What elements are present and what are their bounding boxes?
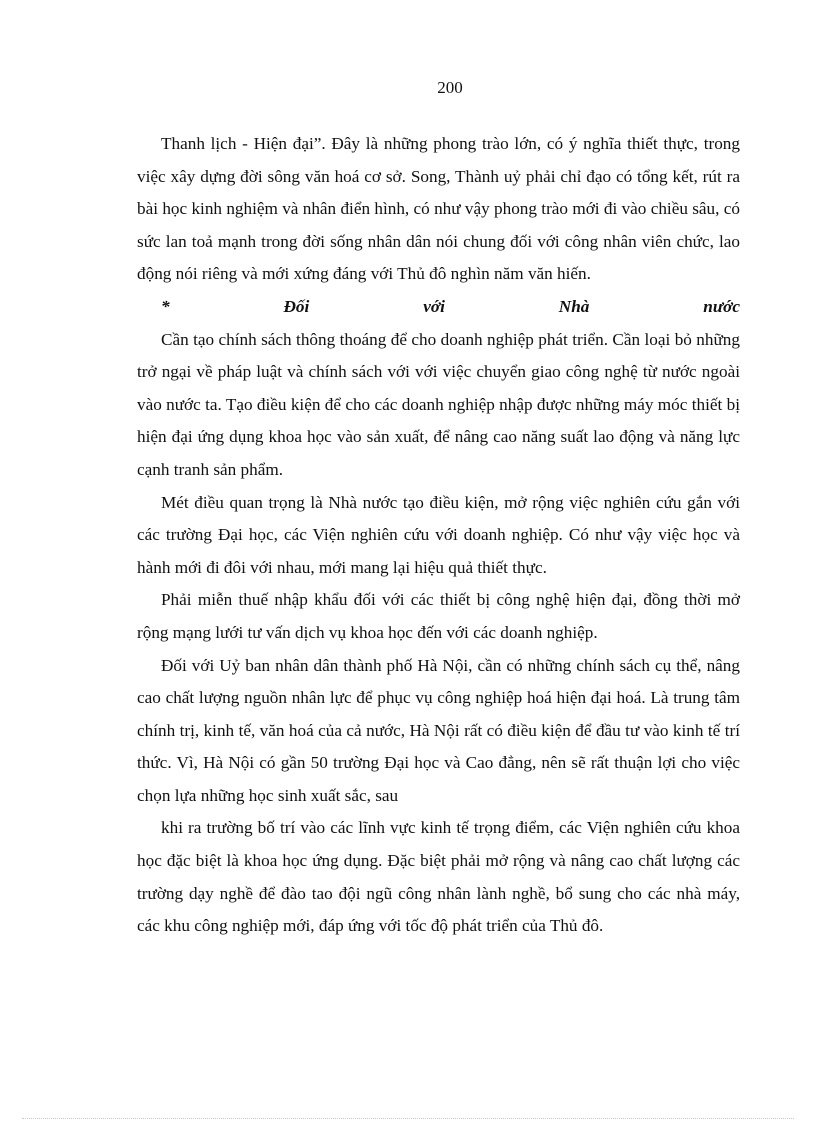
paragraph-2: Cần tạo chính sách thông thoáng để cho doanh nghiệp phát triển. Cần loại bỏ những trở ngại về pháp luật và chính sách với với việc chuyển giao công nghệ từ nước ngoài vào nước ta. Tạo điều kiện để cho các doanh nghiệp nhập được những máy móc thiết bị hiện đại ứng dụng khoa học vào sản xuất, để nâng cao năng suất lao động và năng lực cạnh tranh sản phẩm. bbox=[137, 329, 740, 479]
paragraph-5: Đối với Uỷ ban nhân dân thành phố Hà Nội, cần có những chính sách cụ thể, nâng cao chất lượng nguồn nhân lực để phục vụ công nghiệp hoá hiện đại hoá. Là trung tâm chính trị, kinh tế, văn hoá của cả nước, Hà Nội rất có điều kiện để đầu tư vào kinh tế trí thức. Vì, Hà Nội có gần 50 trường Đại học và Cao đẳng, nên sẽ rất thuận lợi cho việc chọn lựa những học sinh xuất sắc, sau bbox=[137, 655, 740, 805]
page-bottom-divider bbox=[22, 1118, 794, 1119]
heading-asterisk: * bbox=[161, 296, 170, 316]
section-heading bbox=[137, 291, 740, 324]
heading-word-2: với bbox=[423, 296, 445, 316]
paragraph-6: khi ra trường bố trí vào các lĩnh vực kinh tế trọng điểm, các Viện nghiên cứu khoa học đặc biệt là khoa học ứng dụng. Đặc biệt phải mở rộng và nâng cao chất lượng các trường dạy nghề để đào tao đội ngũ công nhân lành nghề, bổ sung cho các nhà máy, các khu công nghiệp mới, đáp ứng với tốc độ phát triển của Thủ đô. bbox=[137, 818, 740, 936]
heading-word-3: Nhà bbox=[558, 296, 590, 316]
paragraph-4: Phải miễn thuế nhập khẩu đối với các thiết bị công nghệ hiện đại, đồng thời mở rộng mạng lưới tư vấn dịch vụ khoa học đến với các doanh nghiệp. bbox=[137, 590, 740, 642]
heading-word-1: Đối bbox=[283, 296, 310, 316]
document-body bbox=[137, 128, 740, 943]
paragraph-1: Thanh lịch - Hiện đại”. Đây là những phong trào lớn, có ý nghĩa thiết thực, trong việc xây dựng đời sông văn hoá cơ sở. Song, Thành uỷ phải chỉ đạo có tổng kết, rút ra bài học kinh nghiệm và nhân điển hình, có như vậy phong trào mới đi vào chiều sâu, có sức lan toả mạnh trong đời sống nhân dân nói chung đối với công nhân viên chức, lao động nói riêng và mới xứng đáng với Thủ đô nghìn năm văn hiến. bbox=[137, 134, 740, 284]
paragraph-3: Mét điều quan trọng là Nhà nước tạo điều kiện, mở rộng việc nghiên cứu gắn với các trường Đại học, các Viện nghiên cứu với doanh nghiệp. Có như vậy việc học và hành mới đi đôi với nhau, mới mang lại hiệu quả thiết thực. bbox=[137, 492, 740, 577]
page-number: 200 bbox=[437, 78, 463, 97]
heading-word-4: nước bbox=[703, 296, 740, 316]
